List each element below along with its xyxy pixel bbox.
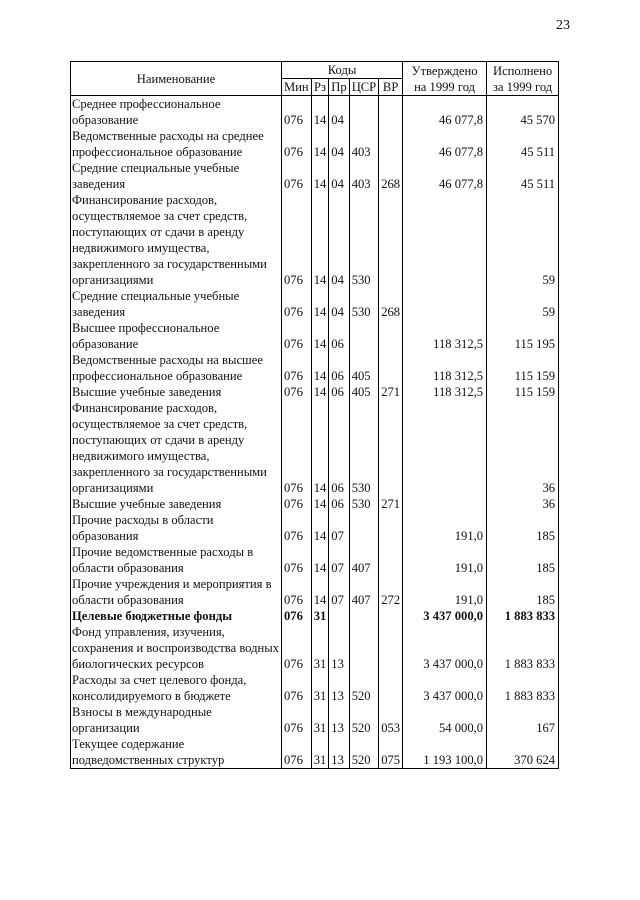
row-rz: 14 <box>311 192 329 288</box>
page-number: 23 <box>556 18 570 33</box>
row-executed: 36 <box>487 496 559 512</box>
row-approved: 191,0 <box>403 544 487 576</box>
row-approved: 46 077,8 <box>403 96 487 129</box>
row-approved <box>403 288 487 320</box>
table-row <box>71 624 559 672</box>
row-rz: 14 <box>311 352 329 384</box>
row-min: 076 <box>282 288 312 320</box>
row-pr: 04 <box>329 192 349 288</box>
row-min: 076 <box>282 384 312 400</box>
row-rz: 14 <box>311 128 329 160</box>
table-row <box>71 320 559 352</box>
row-min: 076 <box>282 352 312 384</box>
row-approved: 54 000,0 <box>403 704 487 736</box>
header-rz: Рз <box>311 79 329 96</box>
table-row <box>71 736 559 769</box>
row-executed: 1 883 833 <box>487 672 559 704</box>
row-vr: 268 <box>379 288 403 320</box>
row-rz: 31 <box>311 736 329 769</box>
row-min: 076 <box>282 736 312 769</box>
row-approved <box>403 192 487 288</box>
row-csr: 403 <box>349 128 379 160</box>
table-row <box>71 160 559 192</box>
row-min: 076 <box>282 192 312 288</box>
row-pr: 07 <box>329 512 349 544</box>
table-row <box>71 288 559 320</box>
row-min: 076 <box>282 608 312 624</box>
row-name: Ведомственные расходы на среднее профессиональное образование <box>71 128 282 160</box>
row-rz: 14 <box>311 160 329 192</box>
row-rz: 14 <box>311 320 329 352</box>
row-approved <box>403 400 487 496</box>
row-csr: 407 <box>349 576 379 608</box>
row-csr: 520 <box>349 704 379 736</box>
row-name: Средние специальные учебные заведения <box>71 160 282 192</box>
row-vr <box>379 608 403 624</box>
row-name: Прочие расходы в области образования <box>71 512 282 544</box>
row-rz: 31 <box>311 672 329 704</box>
row-approved: 3 437 000,0 <box>403 624 487 672</box>
row-pr: 13 <box>329 704 349 736</box>
row-csr: 407 <box>349 544 379 576</box>
row-pr: 04 <box>329 128 349 160</box>
table-row-total <box>71 608 559 624</box>
row-approved: 191,0 <box>403 512 487 544</box>
row-name: Ведомственные расходы на высшее профессиональное образование <box>71 352 282 384</box>
row-csr <box>349 608 379 624</box>
row-vr: 075 <box>379 736 403 769</box>
table-row <box>71 192 559 288</box>
row-executed: 36 <box>487 400 559 496</box>
row-pr: 06 <box>329 352 349 384</box>
budget-table <box>70 61 559 769</box>
row-executed: 370 624 <box>487 736 559 769</box>
row-rz: 14 <box>311 544 329 576</box>
row-approved: 118 312,5 <box>403 352 487 384</box>
row-approved: 1 193 100,0 <box>403 736 487 769</box>
row-approved: 46 077,8 <box>403 160 487 192</box>
row-min: 076 <box>282 672 312 704</box>
row-executed: 115 195 <box>487 320 559 352</box>
row-vr <box>379 320 403 352</box>
row-csr <box>349 512 379 544</box>
row-name: Финансирование расходов, осуществляемое за счет средств, поступающих от сдачи в аренду недвижимого имущества, закрепленного за государственными организациями <box>71 400 282 496</box>
row-csr: 530 <box>349 496 379 512</box>
row-pr: 07 <box>329 576 349 608</box>
row-rz: 31 <box>311 704 329 736</box>
row-pr: 07 <box>329 544 349 576</box>
row-executed: 185 <box>487 576 559 608</box>
row-rz: 14 <box>311 496 329 512</box>
row-executed: 59 <box>487 288 559 320</box>
row-pr <box>329 608 349 624</box>
row-name: Расходы за счет целевого фонда, консолидируемого в бюджете <box>71 672 282 704</box>
row-min: 076 <box>282 576 312 608</box>
row-approved: 118 312,5 <box>403 384 487 400</box>
row-executed: 45 511 <box>487 160 559 192</box>
row-vr: 268 <box>379 160 403 192</box>
row-vr <box>379 512 403 544</box>
row-rz: 14 <box>311 512 329 544</box>
table-row <box>71 96 559 129</box>
row-executed: 115 159 <box>487 384 559 400</box>
row-pr: 06 <box>329 320 349 352</box>
row-csr <box>349 320 379 352</box>
table-header <box>71 62 559 96</box>
row-vr <box>379 352 403 384</box>
row-vr <box>379 672 403 704</box>
row-pr: 04 <box>329 288 349 320</box>
header-approved: Утверждено на 1999 год <box>403 62 487 96</box>
row-pr: 13 <box>329 624 349 672</box>
row-name: Прочие учреждения и мероприятия в области образования <box>71 576 282 608</box>
row-approved <box>403 496 487 512</box>
row-min: 076 <box>282 512 312 544</box>
table-row <box>71 128 559 160</box>
row-rz: 14 <box>311 400 329 496</box>
row-rz: 14 <box>311 288 329 320</box>
row-csr <box>349 96 379 129</box>
row-vr: 271 <box>379 384 403 400</box>
row-approved: 3 437 000,0 <box>403 672 487 704</box>
row-min: 076 <box>282 96 312 129</box>
row-pr: 04 <box>329 96 349 129</box>
table-row <box>71 352 559 384</box>
table-row <box>71 704 559 736</box>
row-rz: 31 <box>311 624 329 672</box>
row-executed: 185 <box>487 544 559 576</box>
row-pr: 13 <box>329 672 349 704</box>
row-csr: 530 <box>349 400 379 496</box>
row-min: 076 <box>282 704 312 736</box>
row-pr: 13 <box>329 736 349 769</box>
row-vr: 053 <box>379 704 403 736</box>
row-name: Средние специальные учебные заведения <box>71 288 282 320</box>
row-executed: 167 <box>487 704 559 736</box>
row-name: Прочие ведомственные расходы в области образования <box>71 544 282 576</box>
row-pr: 06 <box>329 400 349 496</box>
row-min: 076 <box>282 128 312 160</box>
row-name: Целевые бюджетные фонды <box>71 608 282 624</box>
row-executed: 1 883 833 <box>487 608 559 624</box>
row-approved: 46 077,8 <box>403 128 487 160</box>
row-pr: 04 <box>329 160 349 192</box>
row-pr: 06 <box>329 384 349 400</box>
row-rz: 14 <box>311 576 329 608</box>
table-row <box>71 512 559 544</box>
row-min: 076 <box>282 624 312 672</box>
row-executed: 59 <box>487 192 559 288</box>
table-row <box>71 384 559 400</box>
table-row <box>71 496 559 512</box>
row-name: Среднее профессиональное образование <box>71 96 282 129</box>
row-name: Высшее профессиональное образование <box>71 320 282 352</box>
header-pr: Пр <box>329 79 349 96</box>
row-vr: 271 <box>379 496 403 512</box>
row-vr <box>379 96 403 129</box>
header-name: Наименование <box>71 62 282 96</box>
row-executed: 185 <box>487 512 559 544</box>
row-name: Взносы в международные организации <box>71 704 282 736</box>
row-executed: 1 883 833 <box>487 624 559 672</box>
row-csr: 530 <box>349 288 379 320</box>
table-body <box>71 96 559 769</box>
row-csr: 405 <box>349 384 379 400</box>
row-csr: 403 <box>349 160 379 192</box>
row-vr <box>379 400 403 496</box>
row-csr: 530 <box>349 192 379 288</box>
header-codes: Коды <box>282 62 403 79</box>
row-min: 076 <box>282 544 312 576</box>
row-vr <box>379 624 403 672</box>
row-approved: 191,0 <box>403 576 487 608</box>
row-vr <box>379 544 403 576</box>
table-row <box>71 400 559 496</box>
row-executed: 45 570 <box>487 96 559 129</box>
row-csr: 405 <box>349 352 379 384</box>
row-vr <box>379 128 403 160</box>
row-executed: 115 159 <box>487 352 559 384</box>
row-min: 076 <box>282 400 312 496</box>
row-name: Высшие учебные заведения <box>71 384 282 400</box>
row-executed: 45 511 <box>487 128 559 160</box>
row-name: Финансирование расходов, осуществляемое за счет средств, поступающих от сдачи в аренду недвижимого имущества, закрепленного за государственными организациями <box>71 192 282 288</box>
row-min: 076 <box>282 160 312 192</box>
row-rz: 31 <box>311 608 329 624</box>
row-csr: 520 <box>349 672 379 704</box>
table-row <box>71 672 559 704</box>
header-csr: ЦСР <box>349 79 379 96</box>
table-row <box>71 544 559 576</box>
row-name: Высшие учебные заведения <box>71 496 282 512</box>
row-rz: 14 <box>311 96 329 129</box>
table-row <box>71 576 559 608</box>
row-name: Фонд управления, изучения, сохранения и воспроизводства водных биологических ресурсов <box>71 624 282 672</box>
row-approved: 3 437 000,0 <box>403 608 487 624</box>
row-approved: 118 312,5 <box>403 320 487 352</box>
header-executed: Исполнено за 1999 год <box>487 62 559 96</box>
row-min: 076 <box>282 496 312 512</box>
row-min: 076 <box>282 320 312 352</box>
row-vr: 272 <box>379 576 403 608</box>
row-pr: 06 <box>329 496 349 512</box>
row-rz: 14 <box>311 384 329 400</box>
row-name: Текущее содержание подведомственных структур <box>71 736 282 769</box>
header-vr: ВР <box>379 79 403 96</box>
header-min: Мин <box>282 79 312 96</box>
row-csr <box>349 624 379 672</box>
row-csr: 520 <box>349 736 379 769</box>
row-vr <box>379 192 403 288</box>
